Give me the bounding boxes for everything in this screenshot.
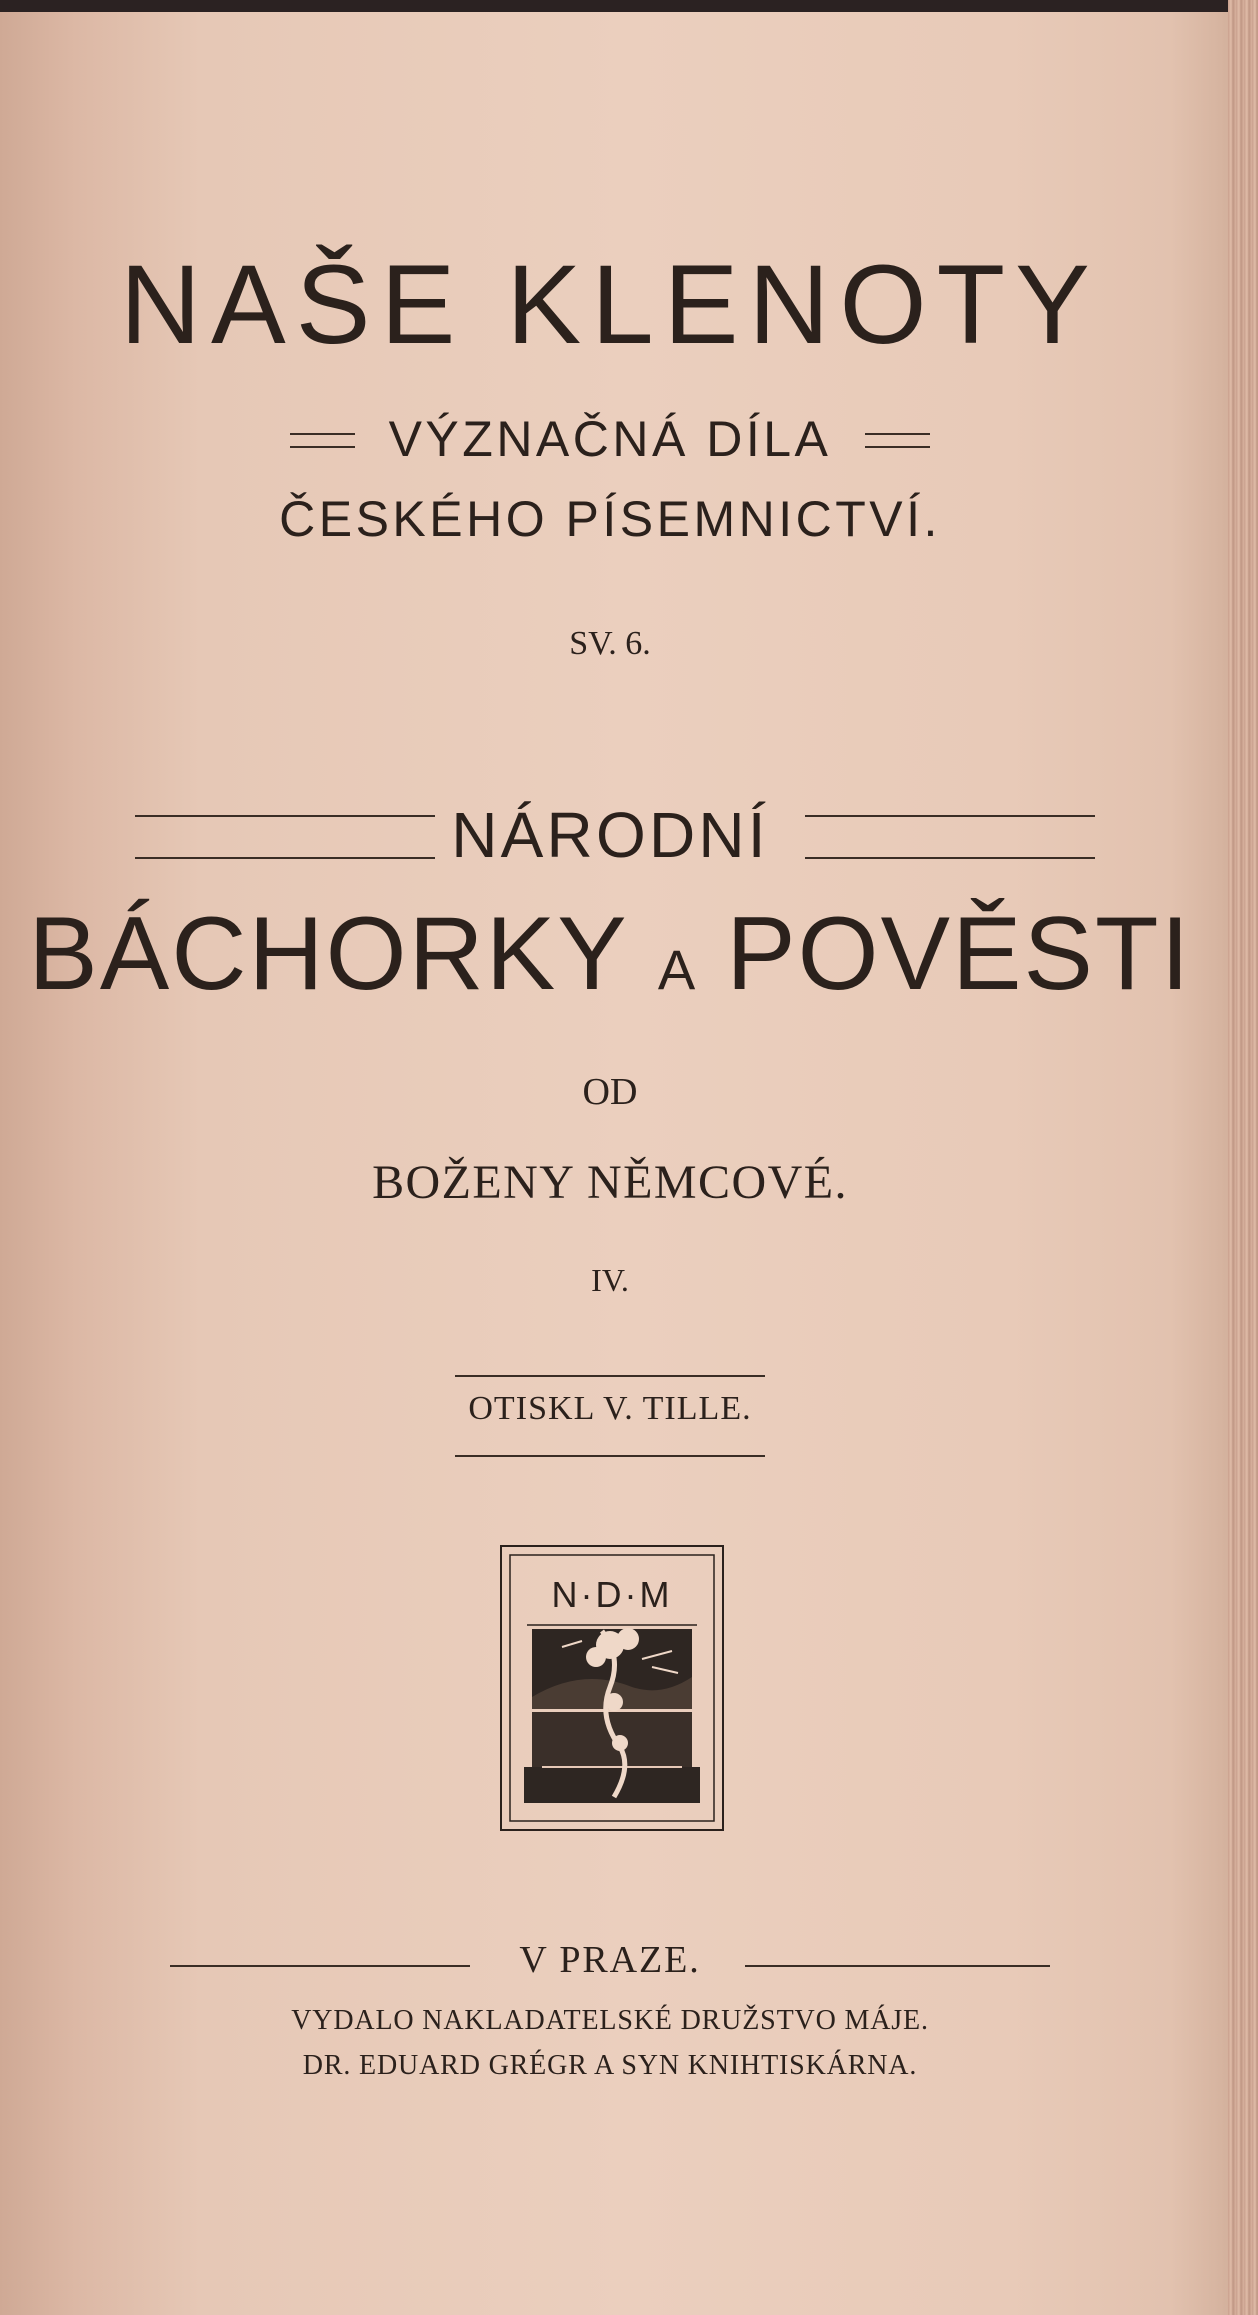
title-rule-right-top [805, 815, 1095, 817]
by-label: OD [582, 1071, 638, 1113]
editor-credit: OTISKL V. TILLE. [468, 1390, 752, 1427]
part-number: IV. [591, 1262, 629, 1298]
subtitle-dash-right-top [865, 433, 930, 435]
series-subtitle-line1: VÝZNAČNÁ DÍLA [388, 411, 832, 467]
emblem-illustration [502, 1547, 722, 1829]
series-subtitle-line2: ČESKÉHO PÍSEMNICTVÍ. [279, 491, 941, 547]
imprint-city: V PRAZE. [519, 1939, 701, 1981]
work-title-top: NÁRODNÍ [451, 799, 769, 871]
subtitle-dash-right-bottom [865, 446, 930, 448]
series-title: NAŠE KLENOTY [120, 242, 1100, 367]
publisher-emblem [500, 1545, 724, 1831]
imprint-rule-right [745, 1965, 1050, 1967]
author-name: BOŽENY NĚMCOVÉ. [372, 1156, 848, 1209]
emblem-monogram: N·D·M [551, 1574, 673, 1615]
work-title-part2: POVĚSTI [726, 896, 1192, 1012]
editor-rule-bottom [455, 1455, 765, 1457]
page-stack-edge [1228, 0, 1258, 2315]
scan-top-edge [0, 0, 1258, 12]
title-rule-right-bottom [805, 857, 1095, 859]
editor-rule-top [455, 1375, 765, 1377]
imprint-printer: DR. EDUARD GRÉGR A SYN KNIHTISKÁRNA. [302, 2050, 918, 2081]
work-title-connector: A [657, 938, 696, 1001]
imprint-publisher: VYDALO NAKLADATELSKÉ DRUŽSTVO MÁJE. [291, 2005, 929, 2036]
work-title-part1: BÁCHORKY [28, 896, 627, 1012]
volume-number: SV. 6. [569, 625, 651, 662]
work-title-main [0, 895, 1220, 1014]
